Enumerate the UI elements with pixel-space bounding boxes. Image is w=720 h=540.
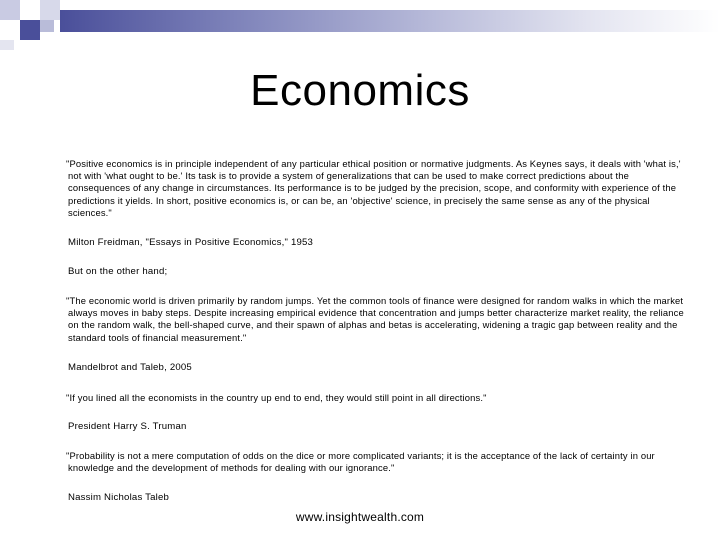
quote-text: "If you lined all the economists in the country up end to end, they would still point in all directions."	[66, 391, 487, 403]
quote-text: "Probability is not a mere computation of odds on the dice or more complicated variants; it is the acceptance of the lack of certainty in our knowledge and the development of methods for dealing with our ignorance."	[66, 450, 655, 474]
header-gradient-band	[60, 10, 720, 32]
attribution-text: Milton Freidman, "Essays in Positive Economics," 1953	[68, 237, 314, 249]
quotes-content	[64, 158, 684, 504]
attribution-text: But on the other hand;	[68, 266, 168, 278]
attribution-text: President Harry S. Truman	[68, 421, 187, 433]
slide-title: Economics	[250, 66, 470, 115]
deco-square	[20, 20, 40, 40]
attribution-text: Mandelbrot and Taleb, 2005	[68, 361, 192, 373]
deco-square	[20, 0, 40, 20]
deco-square	[40, 20, 54, 32]
attribution-text: Nassim Nicholas Taleb	[68, 492, 170, 504]
deco-square	[40, 0, 60, 20]
header-decoration	[0, 0, 720, 50]
quote-text: "Positive economics is in principle independent of any particular ethical position or normative judgments. As Keynes says, it deals with 'what is,' not with 'what ought to be.' Its task is to provide a system of generalizations that can be used to make correct predictions about the consequences of any change in circumstances. Its performance is to be judged by the precision, scope, and conformity with experience of the predictions it yields. In short, positive economics is, or can be, an 'objective' science, in precisely the same sense as any of the physical sciences."	[66, 158, 681, 218]
deco-square	[0, 40, 14, 50]
quote-text: "The economic world is driven primarily by random jumps. Yet the common tools of finance were designed for random walks in which the market always moves in baby steps. Despite increasing empirical evidence that concentration and jumps better characterize market reality, the reliance on the random walk, the bell-shaped curve, and their spawn of alphas and betas is accelerating, widening a tragic gap between reality and the standard tools of financial measurement."	[66, 295, 684, 343]
deco-square	[0, 20, 20, 40]
deco-square	[0, 0, 20, 20]
slide-footer: www.insightwealth.com	[295, 510, 425, 524]
